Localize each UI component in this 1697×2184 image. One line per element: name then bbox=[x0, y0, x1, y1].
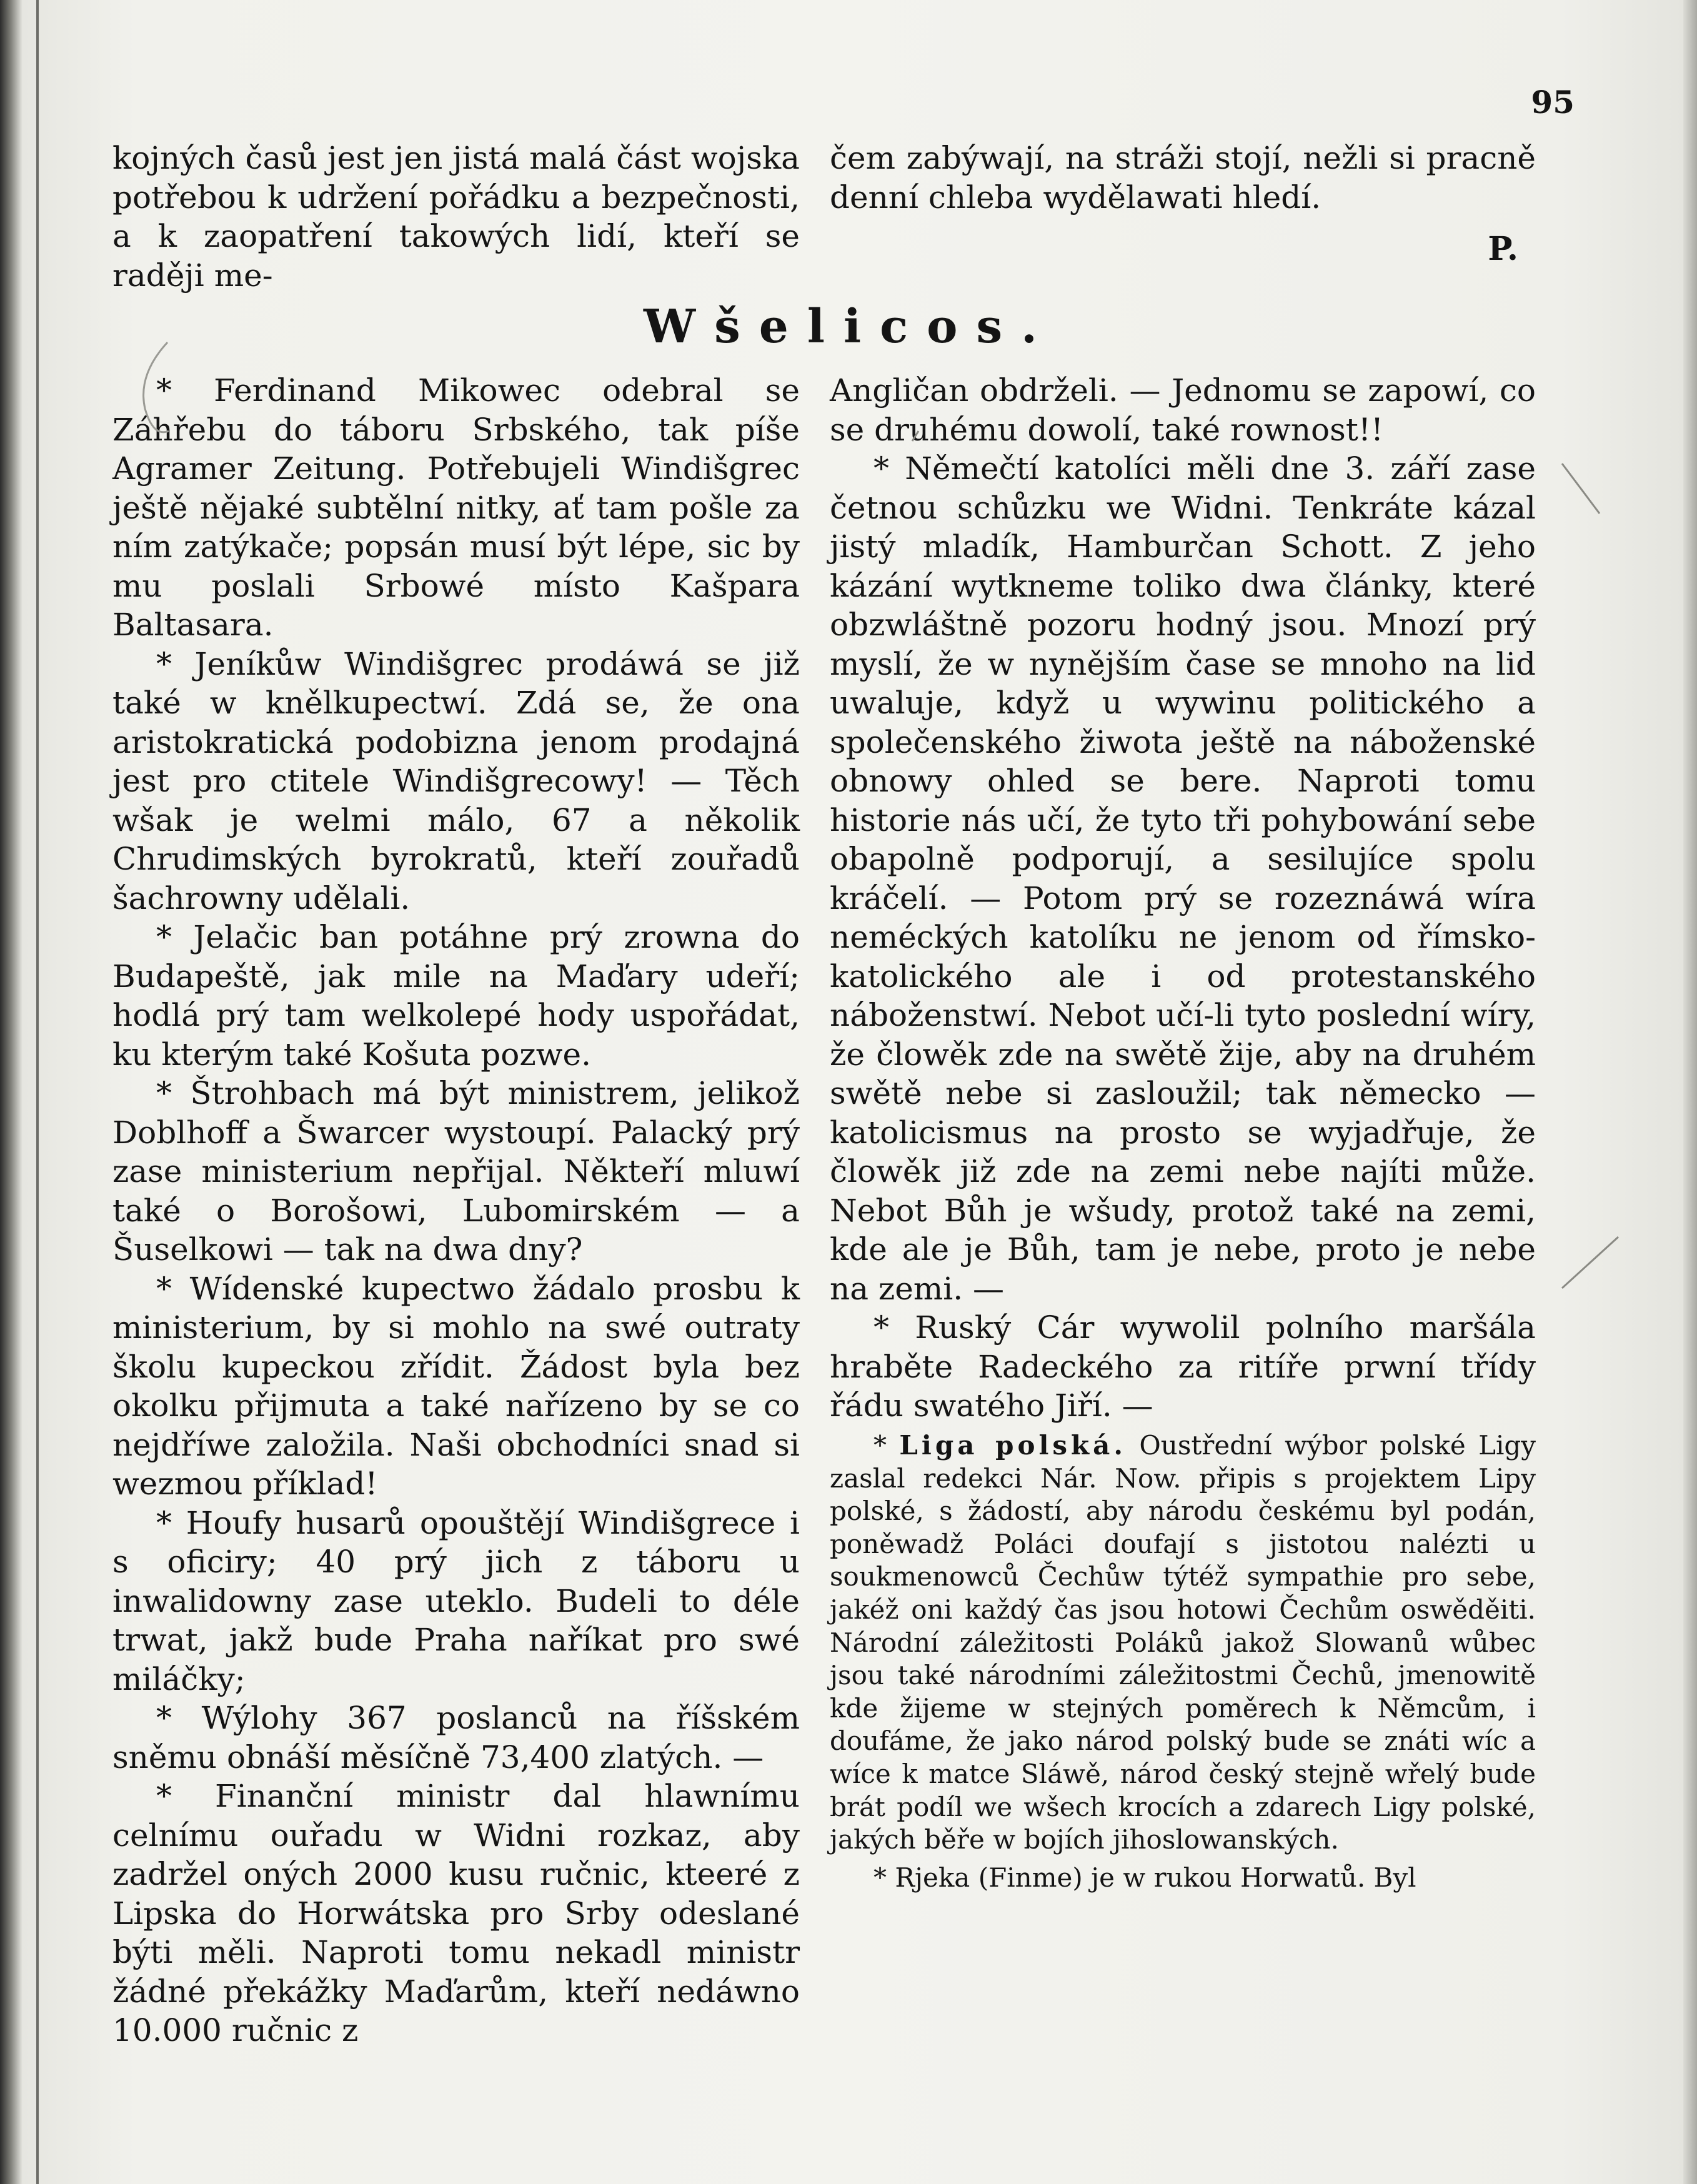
top-right-text: čem zabýwají, na stráži stojí, nežli si pracně denní chleba wydělawati hledí. bbox=[830, 140, 1536, 216]
liga-polska-item: * Liga polská. Oustřední wýbor polské Ligy zaslal redekci Nár. Now. připis s projektem Lipy polské, s žádostí, aby národu českému byl podán, poněwadž Poláci doufají s jistotou nalézti u soukmenowců Čechůw týtéž sympathie pro sebe, jakéž oni každý čas jsou hotowi Čechům oswěděiti. Národní záležitosti Poláků jakož Slowanů wůbec jsou také národními záležitostmi Čechů, jmenowitě kde žijeme w stejných poměrech k Němcům, i doufáme, že jako národ polský bude se znáti wíc a wíce k matce Sláwě, národ český stejně wřelý bude brát podíl we wšech krocích a zdarech Ligy polské, jakých běře w bojích jihoslowanských. bbox=[830, 1430, 1536, 1855]
right-column bbox=[830, 371, 1536, 1426]
liga-polska-title: Liga polská. bbox=[899, 1430, 1127, 1461]
right-column-small-print bbox=[830, 1429, 1536, 1894]
news-item: * Wídenské kupectwo žádalo prosbu k ministerium, by si mohlo na swé outraty školu kupeckou zřídit. Žádost byla bez okolku přijmuta a také nařízeno by se co nejdříwe založila. Naši obchodníci snad si wezmou příklad! bbox=[112, 1270, 800, 1502]
news-item: * Jeníkůw Windišgrec prodáwá se již také w knělkupectwí. Zdá se, že ona aristokratická podobizna jenom prodajná jest pro ctitele Windišgrecowy! — Těch wšak je welmi málo, 67 a několik Chrudimských byrokratů, kteří zouřadů šachrowny udělali. bbox=[112, 645, 800, 916]
news-item: * Ferdinand Mikowec odebral se Záhřebu do táboru Srbského, tak píše Agramer Zeitung. Potřebujeli Windišgrec ještě nějaké subtělní nitky, ať tam pošle za ním zatýkače; popsán musí být lépe, sic by mu poslali Srbowé místo Kašpara Baltasara. bbox=[112, 372, 800, 643]
binding-shadow bbox=[0, 0, 22, 2184]
liga-polska-text: Oustřední wýbor polské Ligy zaslal redekci Nár. Now. připis s projektem Lipy polské, s žádostí, aby národu českému byl podán, poněwadž Poláci doufají s jistotou nalézti u soukmenowců Čechůw týtéž sympathie pro sebe, jakéž oni každý čas jsou hotowi Čechům oswěděiti. Národní záležitosti Poláků jakož Slowanů wůbec jsou také národními záležitostmi Čechů, jmenowitě kde žijeme w stejných poměrech k Němcům, i doufáme, že jako národ polský bude se znáti wíc a wíce k matce Sláwě, národ český stejně wřelý bude brát podíl we wšech krocích a zdarech Ligy polské, jakých běře w bojích jihoslowanských. bbox=[830, 1430, 1536, 1855]
news-item: * Jelačic ban potáhne prý zrowna do Budapeště, jak mile na Maďary udeří; hodlá prý tam welkolepé hody uspořádat, ku kterým také Košuta pozwe. bbox=[112, 919, 800, 1073]
author-signature: P. bbox=[1488, 230, 1518, 268]
section-title: Wšelicos. bbox=[644, 300, 1056, 354]
news-item: * Ruský Cár wywolil polního maršála hraběte Radeckého za ritíře prwní třídy řádu swatého Jiří. — bbox=[830, 1309, 1536, 1424]
news-item: * Štrohbach má být ministrem, jelikož Doblhoff a Šwarcer wystoupí. Palacký prý zase ministerium nepřijal. Někteří mluwí také o Borošowi, Lubomirském — a Šuselkowi — tak na dwa dny? bbox=[112, 1075, 800, 1268]
top-left-text: kojných časů jest jen jistá malá část wojska potřebou k udržení pořádku a bezpečnosti, a k zaopatření takowých lidí, kteří se raději me- bbox=[112, 140, 800, 294]
binding-line bbox=[36, 0, 39, 2184]
pencil-slash-mark bbox=[1562, 1237, 1618, 1288]
news-item: * Houfy husarů opouštějí Windišgrece i s oficiry; 40 prý jich z táboru u inwalidowny zase uteklo. Budeli to déle trwat, jakž bude Praha naříkat pro swé miláčky; bbox=[112, 1504, 800, 1697]
news-item: * Wýlohy 367 poslanců na říšském sněmu obnáší měsíčně 73,400 zlatých. — bbox=[112, 1700, 800, 1775]
pencil-slash-mark bbox=[1562, 464, 1600, 514]
news-item-continuation: Angličan obdrželi. — Jednomu se zapowí, co se druhému dowolí, také rownost!! bbox=[830, 372, 1536, 448]
news-item: * Rjeka (Finme) je w rukou Horwatů. Byl bbox=[873, 1862, 1416, 1893]
page-right-edge bbox=[1683, 0, 1697, 2184]
top-left-continuation bbox=[112, 139, 800, 295]
news-item: * Finanční ministr dal hlawnímu celnímu ouřadu w Widni rozkaz, aby zadržel oných 2000 kusu ručnic, kteeré z Lipska do Horwátska pro Srby odeslané býti měli. Naproti tomu nekadl ministr žádné překážky Maďarům, kteří nedáwno 10.000 ručnic z bbox=[112, 1778, 800, 2048]
left-column bbox=[112, 371, 800, 2050]
page-number: 95 bbox=[1531, 84, 1575, 121]
top-right-continuation bbox=[830, 139, 1536, 217]
news-item: * Němečtí katolíci měli dne 3. září zase četnou schůzku we Widni. Tenkráte kázal jistý mladík, Hamburčan Schott. Z jeho kázání wytkneme toliko dwa články, které obzwláštně pozoru hodný jsou. Mnozí prý myslí, že w nynějším čase se mnoho na lid uwaluje, když u wywinu politického a společenského žiwota ještě na náboženské obnowy ohled se bere. Naproti tomu historie nás učí, že tyto tři pohybowání sebe obapolně podporují, a sesilujíce spolu kráčelí. — Potom prý se rozeznáwá wíra neméckých katolíku ne jenom od římsko-katolického ale i od protestanského náboženstwí. Nebot učí-li tyto poslední wíry, že člowěk zde na swětě žije, aby na druhém swětě nebe si zasloužil; tak německo — katolicismus na prosto se wyjadřuje, že člowěk již zde na zemi nebe najíti může. Nebot Bůh je wšudy, protož také na zemi, kde ale je Bůh, tam je nebe, proto je nebe na zemi. — bbox=[830, 450, 1536, 1307]
